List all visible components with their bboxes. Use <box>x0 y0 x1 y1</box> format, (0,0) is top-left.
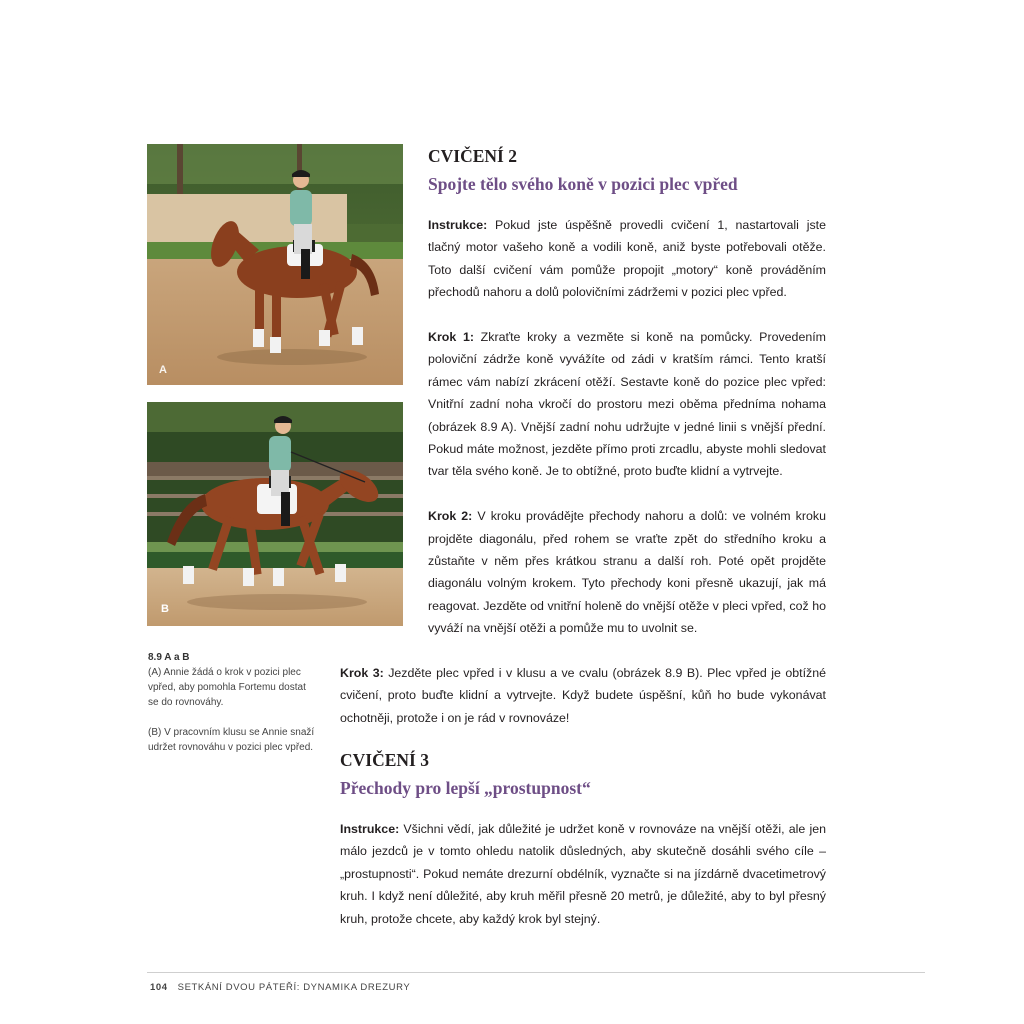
photo-a <box>147 144 403 385</box>
page-number: 104 <box>150 982 168 993</box>
figure-caption <box>148 650 318 770</box>
instructions-text: Pokud jste úspěšně provedli cvičení 1, nastartovali jste tlačný motor vašeho koně a vodili koně, aniž byste potřebovali otěže. Toto další cvičení vám pomůže propojit „motory“ koně prováděním přechodů nahoru a dolů polovičními zádržemi v pozici plec vpřed. <box>428 218 826 300</box>
photo-a-illustration <box>147 144 403 385</box>
caption-b: (B) V pracovním klusu se Annie snaží udržet rovnováhu v pozici plec vpřed. <box>148 727 315 753</box>
page-footer <box>150 982 410 993</box>
step-3-label: Krok 3: <box>340 666 384 680</box>
exercise-3-instructions-label: Instrukce: <box>340 822 400 836</box>
photo-b-illustration <box>147 402 403 626</box>
caption-label: 8.9 A a B <box>148 652 190 663</box>
exercise-2-title: CVIČENÍ 2 <box>428 146 517 166</box>
instructions-label: Instrukce: <box>428 218 488 232</box>
exercise-3-title: CVIČENÍ 3 <box>340 750 429 770</box>
exercise-2-body <box>428 214 826 662</box>
step-2-text: V kroku provádějte přechody nahoru a dolů: ve volném kroku projděte diagonálu, před rohem se vraťte zpět do středního kroku a zůstaňte v něm přes krátkou stranu a další roh. Poté opět projděte diagonálu volným krokem. Tyto přechody koni přesně ukazují, jak má reagovat. Jezděte od vnitřní holeně do vnější otěže v pleci vpřed, což ho vyváží na vnější otěži a pomůže mu to uvolnit se. <box>428 509 826 636</box>
step-2-label: Krok 2: <box>428 509 473 524</box>
step-3-text: Jezděte plec vpřed i v klusu a ve cvalu (obrázek 8.9 B). Plec vpřed je obtížné cvičení, proto buďte klidní a vytrvejte. Když budete úspěšní, kůň ho bude vykonávat ochotněji, protože i on je rád v rovnováze! <box>340 666 826 725</box>
step-1-text: Zkraťte kroky a vezměte si koně na pomůcky. Provedením poloviční zádrže koně vyvážíte od zádi v kratším rámci. Tento kratší rámec vám nabízí zkrácení otěží. Sestavte koně do pozice plec vpřed: Vnitřní zadní noha vkročí do prostoru mezi oběma předníma nohama (obrázek 8.9 A). Vnější zadní nohu udržujte v jedné linii s vnější přední. Pokud máte možnost, jezděte přímo proti zrcadlu, abyste mohli sledovat tvar těla svého koně. Je to obtížné, proto buďte klidní a vytrvejte. <box>428 330 826 479</box>
caption-a: (A) Annie žádá o krok v pozici plec vpřed, aby pomohla Fortemu dostat se do rovnováhy. <box>148 667 306 708</box>
footer-divider <box>147 972 925 973</box>
exercise-2-subtitle: Spojte tělo svého koně v pozici plec vpřed <box>428 174 738 194</box>
step-2 <box>428 505 826 639</box>
exercise-3-instructions-text: Všichni vědí, jak důležité je udržet koně v rovnováze na vnější otěži, ale jen málo jezdců je v tomto ohledu natolik důsledných, aby skutečně dosáhli svého cíle – „prostupnosti“. Pokud nemáte drezurní obdélník, vyznačte si na jízdárně dvacetimetrový kruh. I když není důležité, aby kruh měřil přesně 20 metrů, je důležité, aby to byl přesný kruh, protože chcete, aby každý krok byl stejný. <box>340 822 826 926</box>
exercise-3-subtitle: Přechody pro lepší „prostupnost“ <box>340 778 591 798</box>
exercise-3-body <box>340 818 826 930</box>
step-1-label: Krok 1: <box>428 330 474 345</box>
photo-b <box>147 402 403 626</box>
running-title: SETKÁNÍ DVOU PÁTEŘÍ: DYNAMIKA DREZURY <box>177 982 411 993</box>
step-1 <box>428 326 826 483</box>
photo-b-letter: B <box>161 603 169 615</box>
step-3 <box>340 662 826 729</box>
exercise-2-instructions <box>428 214 826 304</box>
photo-a-letter: A <box>159 364 167 376</box>
